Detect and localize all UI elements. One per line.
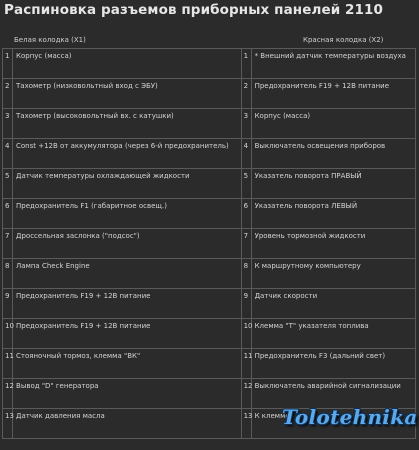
- left-pin-number: 4: [3, 139, 13, 169]
- table-row: [3, 259, 416, 289]
- table-row: [3, 49, 416, 79]
- right-pin-description: К клемме: [251, 409, 415, 439]
- left-pin-description: Предохранитель F19 + 12В питание: [13, 319, 242, 349]
- table-row: [3, 319, 416, 349]
- left-pin-number: 10: [3, 319, 13, 349]
- left-pin-number: 11: [3, 349, 13, 379]
- right-pin-description: Датчик скорости: [251, 289, 415, 319]
- pinout-table: [2, 48, 416, 439]
- left-pin-number: 1: [3, 49, 13, 79]
- right-pin-description: * Внешний датчик температуры воздуха: [251, 49, 415, 79]
- right-pin-number: 13: [241, 409, 251, 439]
- right-pin-description: Выключатель аварийной сигнализации: [251, 379, 415, 409]
- red-connector-header: Красная колодка (X2): [303, 36, 384, 44]
- right-pin-number: 12: [241, 379, 251, 409]
- right-pin-number: 10: [241, 319, 251, 349]
- left-pin-description: Стояночный тормоз, клемма "ВК": [13, 349, 242, 379]
- table-row: [3, 289, 416, 319]
- left-pin-description: Const +12В от аккумулятора (через 6-й предохранитель): [13, 139, 242, 169]
- right-pin-number: 6: [241, 199, 251, 229]
- right-pin-description: Указатель поворота ПРАВЫЙ: [251, 169, 415, 199]
- table-row: [3, 349, 416, 379]
- left-pin-description: Датчик давления масла: [13, 409, 242, 439]
- right-pin-description: Уровень тормозной жидкости: [251, 229, 415, 259]
- left-pin-description: Вывод "D" генератора: [13, 379, 242, 409]
- right-pin-number: 8: [241, 259, 251, 289]
- right-pin-number: 4: [241, 139, 251, 169]
- table-row: [3, 79, 416, 109]
- left-pin-description: Лампа Check Engine: [13, 259, 242, 289]
- left-pin-description: Корпус (масса): [13, 49, 242, 79]
- left-pin-number: 9: [3, 289, 13, 319]
- right-pin-description: Предохранитель F3 (дальний свет): [251, 349, 415, 379]
- left-pin-number: 8: [3, 259, 13, 289]
- right-pin-number: 11: [241, 349, 251, 379]
- left-pin-description: Предохранитель F19 + 12В питание: [13, 289, 242, 319]
- watermark-logo: Tolotehnika: [282, 405, 418, 429]
- right-pin-description: Предохранитель F19 + 12В питание: [251, 79, 415, 109]
- left-pin-number: 2: [3, 79, 13, 109]
- table-row: [3, 169, 416, 199]
- table-row: [3, 379, 416, 409]
- right-pin-description: Клемма "Т" указателя топлива: [251, 319, 415, 349]
- left-pin-description: Тахометр (низковольтный вход с ЭБУ): [13, 79, 242, 109]
- right-pin-description: Выключатель освещения приборов: [251, 139, 415, 169]
- right-pin-number: 9: [241, 289, 251, 319]
- right-pin-number: 3: [241, 109, 251, 139]
- white-connector-header: Белая колодка (X1): [14, 36, 86, 44]
- table-row: [3, 229, 416, 259]
- left-pin-description: Тахометр (высоковольтный вх. с катушки): [13, 109, 242, 139]
- left-pin-number: 3: [3, 109, 13, 139]
- left-pin-number: 12: [3, 379, 13, 409]
- left-pin-number: 7: [3, 229, 13, 259]
- right-pin-number: 5: [241, 169, 251, 199]
- table-row: [3, 109, 416, 139]
- right-pin-description: Указатель поворота ЛЕВЫЙ: [251, 199, 415, 229]
- right-pin-description: Корпус (масса): [251, 109, 415, 139]
- right-pin-number: 2: [241, 79, 251, 109]
- page-title: Распиновка разъемов приборных панелей 2110: [4, 2, 384, 18]
- left-pin-number: 6: [3, 199, 13, 229]
- left-pin-description: Датчик температуры охлаждающей жидкости: [13, 169, 242, 199]
- table-row: [3, 199, 416, 229]
- right-pin-number: 7: [241, 229, 251, 259]
- right-pin-number: 1: [241, 49, 251, 79]
- left-pin-number: 5: [3, 169, 13, 199]
- right-pin-description: К маршрутному компьютеру: [251, 259, 415, 289]
- left-pin-description: Предохранитель F1 (габаритное освещ.): [13, 199, 242, 229]
- left-pin-description: Дроссельная заслонка ("подсос"): [13, 229, 242, 259]
- left-pin-number: 13: [3, 409, 13, 439]
- table-row: [3, 139, 416, 169]
